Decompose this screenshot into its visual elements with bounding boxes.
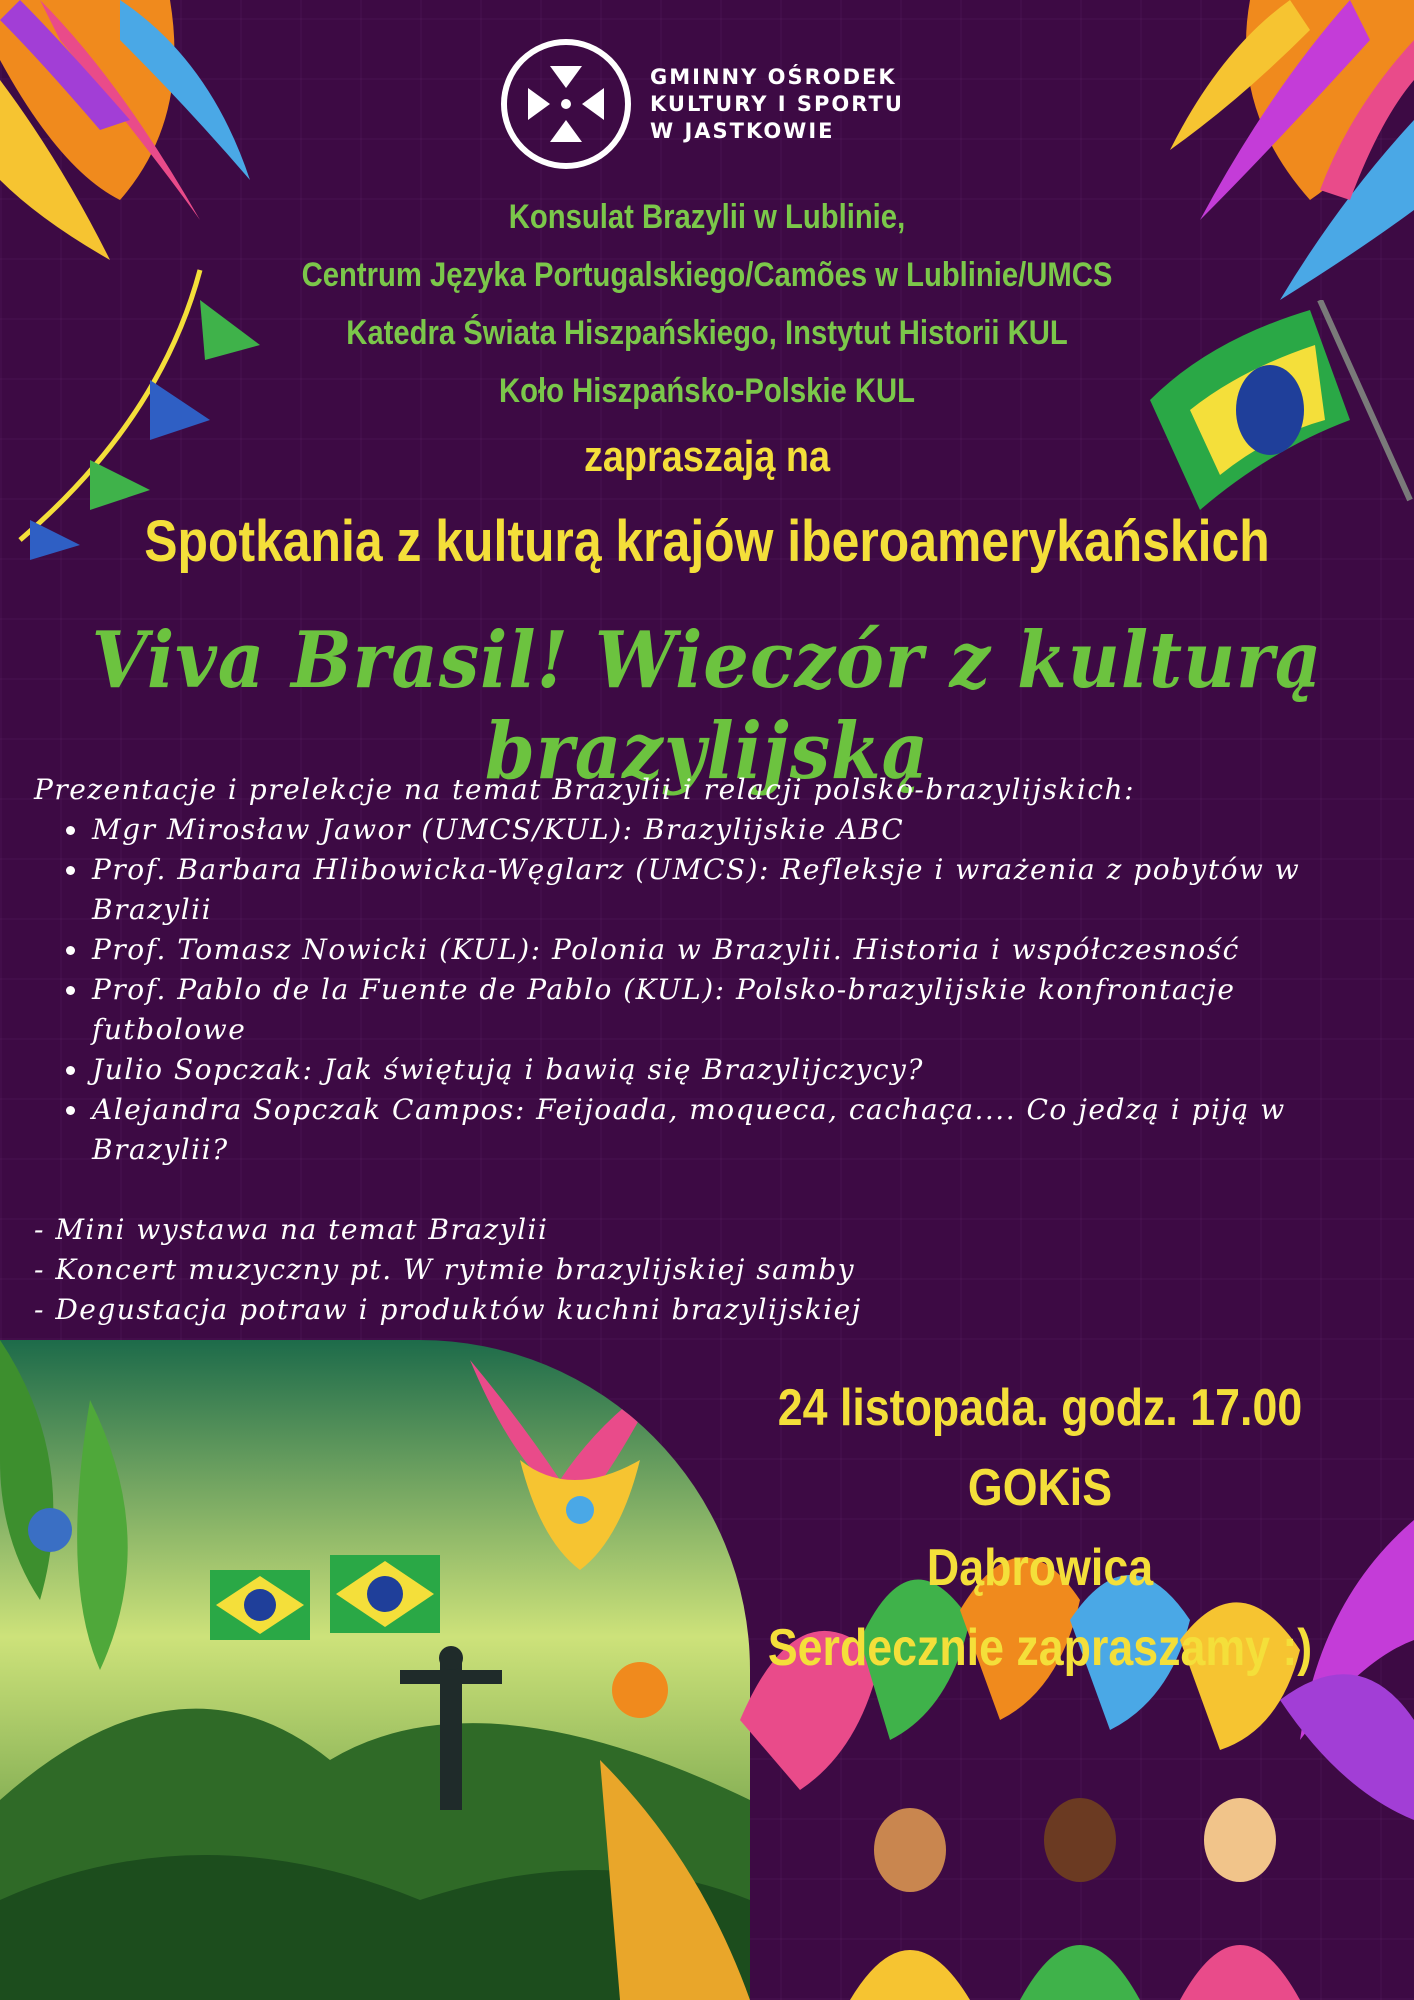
organizer-line: Centrum Języka Portugalskiego/Camões w Lublinie/UMCS <box>301 256 1113 294</box>
logo-text <box>650 64 904 145</box>
lecture-item: • Prof. Tomasz Nowicki (KUL): Polonia w Brazylii. Historia i współczesność <box>90 930 1394 970</box>
invite-text: zapraszają na <box>583 432 831 481</box>
logo-line-2: KULTURY I SPORTU <box>650 91 904 116</box>
lecture-item: • Alejandra Sopczak Campos: Feijoada, moqueca, cachaça.... Co jedzą i piją w Brazylii? <box>90 1090 1394 1170</box>
logo-line-3: W JASTKOWIE <box>650 118 835 143</box>
program-section <box>34 770 1394 1330</box>
organizer-line: Koło Hiszpańsko-Polskie KUL <box>499 372 915 410</box>
lectures-list <box>34 810 1394 1170</box>
event-details <box>748 1368 1333 1688</box>
event-headline: Viva Brasil! Wieczór z kulturą brazylijską <box>91 615 1323 797</box>
extra-item: - Mini wystawa na temat Brazylii <box>34 1213 549 1246</box>
lecture-item: • Mgr Mirosław Jawor (UMCS/KUL): Brazylijskie ABC <box>90 810 1394 850</box>
organizer-line: Katedra Świata Hiszpańskiego, Instytut Historii KUL <box>346 314 1068 352</box>
event-location: Dąbrowica <box>926 1539 1154 1597</box>
program-intro: Prezentacje i prelekcje na temat Brazylii i relacji polsko-brazylijskich: <box>34 773 1135 806</box>
extra-item: - Koncert muzyczny pt. W rytmie brazylijskiej samby <box>34 1253 856 1286</box>
lecture-item: • Prof. Barbara Hlibowicka-Węglarz (UMCS): Refleksje i wrażenia z pobytów w Brazylii <box>90 850 1394 930</box>
logo-emblem-icon <box>500 38 632 170</box>
event-date-time: 24 listopada. godz. 17.00 GOKiS <box>777 1379 1303 1517</box>
organizer-line: Konsulat Brazylii w Lublinie, <box>508 198 906 236</box>
organization-logo <box>500 38 904 170</box>
lecture-item: • Prof. Pablo de la Fuente de Pablo (KUL): Polsko-brazylijskie konfrontacje futbolowe <box>90 970 1394 1050</box>
extra-item: - Degustacja potraw i produktów kuchni brazylijskiej <box>34 1293 862 1326</box>
organizers-list <box>0 188 1414 420</box>
tropical-illustration <box>0 1340 750 2000</box>
event-series-title: Spotkania z kulturą krajów iberoamerykańskich <box>144 509 1270 574</box>
logo-line-1: GMINNY OŚRODEK <box>650 64 897 89</box>
extras-list <box>34 1210 1394 1330</box>
lecture-item: • Julio Sopczak: Jak świętują i bawią się Brazylijczycy? <box>90 1050 1394 1090</box>
closing-invitation: Serdecznie zapraszamy :) <box>767 1619 1313 1677</box>
